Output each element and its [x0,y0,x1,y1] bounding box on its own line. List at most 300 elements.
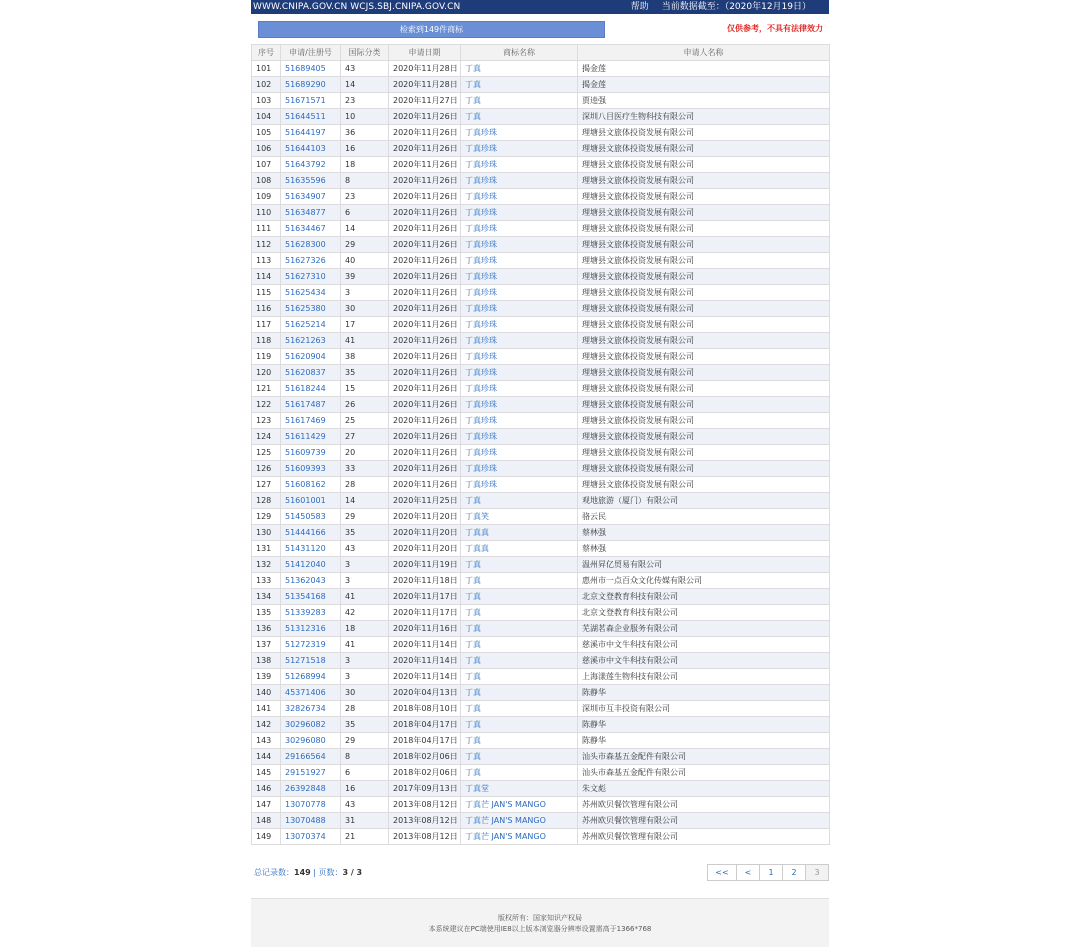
reg-no-link[interactable]: 51271518 [285,656,326,665]
cell-trademark [461,573,578,589]
cell-applicant: 观地旅游（厦门）有限公司 [578,493,830,509]
cell-trademark [461,461,578,477]
cell-index: 137 [252,637,281,653]
table-row [252,93,830,109]
reg-no-link[interactable]: 51412040 [285,560,326,569]
cell-trademark [461,205,578,221]
cell-applicant: 深圳市互丰投资有限公司 [578,701,830,717]
reg-no-link[interactable]: 51621263 [285,336,326,345]
trademark-link[interactable]: 丁真 [465,704,481,713]
cell-applicant: 理塘县文旅体投资发展有限公司 [578,205,830,221]
reg-no-link[interactable]: 51628300 [285,240,326,249]
cell-class: 6 [341,205,389,221]
cell-trademark [461,397,578,413]
cell-trademark [461,509,578,525]
cell-index: 104 [252,109,281,125]
cell-date: 2020年11月26日 [389,221,461,237]
cell-date: 2020年11月28日 [389,77,461,93]
reg-no-link[interactable]: 51634907 [285,192,326,201]
cell-index: 119 [252,349,281,365]
cell-applicant: 北京文登教育科技有限公司 [578,605,830,621]
cell-reg-no [281,109,341,125]
cell-trademark [461,477,578,493]
cell-index: 123 [252,413,281,429]
table-row [252,397,830,413]
cell-reg-no [281,829,341,845]
cell-class: 35 [341,717,389,733]
reg-no-link[interactable]: 51272319 [285,640,326,649]
cell-trademark [461,605,578,621]
cell-trademark [461,253,578,269]
cell-class: 20 [341,445,389,461]
cell-applicant: 蔡林强 [578,541,830,557]
cell-index: 141 [252,701,281,717]
cell-class: 38 [341,349,389,365]
cell-reg-no [281,653,341,669]
page-1-button[interactable]: 1 [759,864,783,881]
cell-reg-no [281,173,341,189]
reg-no-link[interactable]: 32826734 [285,704,326,713]
cell-applicant: 理塘县文旅体投资发展有限公司 [578,237,830,253]
cell-date: 2018年02月06日 [389,749,461,765]
cell-trademark [461,493,578,509]
table-row [252,701,830,717]
cell-index: 126 [252,461,281,477]
cell-applicant: 温州昇亿贸易有限公司 [578,557,830,573]
browser-recommendation: 本系统建议在PC端使用IE8以上版本浏览器分辨率设置需高于1366*768 [428,925,652,933]
reg-no-link[interactable]: 51634877 [285,208,326,217]
cell-class: 40 [341,253,389,269]
cell-trademark [461,333,578,349]
trademark-link[interactable]: 丁真珍珠 [465,304,497,313]
trademark-link[interactable]: 丁真 [465,688,481,697]
cell-index: 146 [252,781,281,797]
reg-no-link[interactable]: 51339283 [285,608,326,617]
reg-no-link[interactable]: 51627326 [285,256,326,265]
trademark-link[interactable]: 丁真堂 [465,784,489,793]
cell-trademark [461,637,578,653]
trademark-link[interactable]: 丁真珍珠 [465,224,497,233]
trademark-table [251,44,830,845]
trademark-link[interactable]: 丁真珍珠 [465,352,497,361]
reg-no-link[interactable]: 51644511 [285,112,326,121]
trademark-link[interactable]: 丁真珍珠 [465,256,497,265]
table-row [252,285,830,301]
cell-date: 2020年11月26日 [389,285,461,301]
trademark-link[interactable]: 丁真珍珠 [465,128,497,137]
disclaimer-text: 仅供参考，不具有法律效力 [727,24,823,33]
reg-no-link[interactable]: 51601001 [285,496,326,505]
cell-class: 14 [341,221,389,237]
reg-no-link[interactable]: 51620904 [285,352,326,361]
cell-reg-no [281,301,341,317]
reg-no-link[interactable]: 51627310 [285,272,326,281]
cell-applicant: 北京文登教育科技有限公司 [578,589,830,605]
trademark-link[interactable]: 丁真 [465,96,481,105]
trademark-link[interactable]: 丁真笑 [465,512,489,521]
cell-applicant: 理塘县文旅体投资发展有限公司 [578,125,830,141]
cell-class: 43 [341,541,389,557]
trademark-link[interactable]: 丁真 [465,560,481,569]
cell-date: 2020年11月26日 [389,349,461,365]
cell-applicant: 骆云民 [578,509,830,525]
cell-reg-no [281,253,341,269]
cell-reg-no [281,189,341,205]
cell-trademark [461,141,578,157]
trademark-link[interactable]: 丁真珍珠 [465,368,497,377]
page-3-current: 3 [805,864,829,881]
table-row [252,765,830,781]
cell-applicant: 理塘县文旅体投资发展有限公司 [578,301,830,317]
cell-reg-no [281,349,341,365]
cell-applicant: 汕头市森基五金配件有限公司 [578,749,830,765]
cell-date: 2020年11月26日 [389,365,461,381]
reg-no-link[interactable]: 13070374 [285,832,326,841]
trademark-link[interactable]: 丁真珍珠 [465,240,497,249]
cell-trademark [461,77,578,93]
cell-index: 114 [252,269,281,285]
reg-no-link[interactable]: 51643792 [285,160,326,169]
cell-index: 106 [252,141,281,157]
table-row [252,557,830,573]
cell-index: 131 [252,541,281,557]
site-domains: WWW.CNIPA.GOV.CN WCJS.SBJ.CNIPA.GOV.CN [253,2,461,12]
cell-class: 8 [341,173,389,189]
cell-date: 2020年11月26日 [389,253,461,269]
cell-date: 2020年11月26日 [389,445,461,461]
first-page-button[interactable]: << [707,864,737,881]
cell-date: 2020年11月26日 [389,157,461,173]
cell-index: 102 [252,77,281,93]
trademark-link[interactable]: 丁真 [465,752,481,761]
trademark-link[interactable]: 丁真真 [465,544,489,553]
cell-date: 2020年11月26日 [389,109,461,125]
reg-no-link[interactable]: 29166564 [285,752,326,761]
trademark-link[interactable]: 丁真珍珠 [465,480,497,489]
cell-reg-no [281,333,341,349]
cell-trademark [461,669,578,685]
cell-class: 28 [341,701,389,717]
cell-class: 29 [341,733,389,749]
reg-no-link[interactable]: 13070778 [285,800,326,809]
cell-class: 25 [341,413,389,429]
total-label: 总记录数： [254,868,294,877]
trademark-link[interactable]: 丁真珍珠 [465,176,497,185]
cell-class: 43 [341,61,389,77]
cell-date: 2018年02月06日 [389,765,461,781]
reg-no-link[interactable]: 51625214 [285,320,326,329]
cell-date: 2020年11月17日 [389,589,461,605]
cell-class: 17 [341,317,389,333]
trademark-link[interactable]: 丁真 [465,576,481,585]
table-row [252,205,830,221]
table-row [252,253,830,269]
reg-no-link[interactable]: 51689405 [285,64,326,73]
table-row [252,221,830,237]
trademark-link[interactable]: 丁真珍珠 [465,384,497,393]
cell-class: 14 [341,77,389,93]
trademark-link[interactable]: 丁真 [465,80,481,89]
cell-index: 116 [252,301,281,317]
cell-reg-no [281,237,341,253]
reg-no-link[interactable]: 51644197 [285,128,326,137]
cell-class: 36 [341,125,389,141]
cell-class: 15 [341,381,389,397]
cell-date: 2018年08月10日 [389,701,461,717]
cell-applicant: 理塘县文旅体投资发展有限公司 [578,413,830,429]
cell-reg-no [281,717,341,733]
cell-index: 113 [252,253,281,269]
trademark-link[interactable]: 丁真珍珠 [465,336,497,345]
trademark-link[interactable]: 丁真 [465,112,481,121]
cell-index: 109 [252,189,281,205]
trademark-link[interactable]: 丁真 [465,592,481,601]
cell-applicant: 理塘县文旅体投资发展有限公司 [578,189,830,205]
table-row [252,381,830,397]
trademark-link[interactable]: 丁真 [465,64,481,73]
trademark-link[interactable]: 丁真芒 JAN'S MANGO [465,816,546,825]
search-result-button[interactable]: 检索到149件商标 [258,21,605,38]
cell-reg-no [281,509,341,525]
cell-date: 2020年11月26日 [389,125,461,141]
cell-class: 41 [341,589,389,605]
reg-no-link[interactable]: 51608162 [285,480,326,489]
cell-class: 35 [341,525,389,541]
cell-date: 2020年11月14日 [389,669,461,685]
cell-applicant: 贾逵强 [578,93,830,109]
table-row [252,685,830,701]
table-row [252,141,830,157]
cell-trademark [461,285,578,301]
cell-applicant: 理塘县文旅体投资发展有限公司 [578,333,830,349]
table-row [252,541,830,557]
header-reg-no: 申请/注册号 [281,45,341,61]
trademark-link[interactable]: 丁真 [465,768,481,777]
cell-trademark [461,717,578,733]
reg-no-link[interactable]: 51312316 [285,624,326,633]
top-bar [251,0,829,14]
cell-trademark [461,93,578,109]
table-row [252,493,830,509]
table-row [252,429,830,445]
cell-date: 2020年11月26日 [389,237,461,253]
header-class: 国际分类 [341,45,389,61]
reg-no-link[interactable]: 51644103 [285,144,326,153]
cell-date: 2020年11月26日 [389,189,461,205]
cell-trademark [461,829,578,845]
trademark-link[interactable]: 丁真芒 JAN'S MANGO [465,800,546,809]
cell-date: 2013年08月12日 [389,829,461,845]
cell-class: 6 [341,765,389,781]
trademark-link[interactable]: 丁真芒 JAN'S MANGO [465,832,546,841]
cell-date: 2020年11月26日 [389,317,461,333]
cell-reg-no [281,381,341,397]
cell-reg-no [281,733,341,749]
cell-trademark [461,269,578,285]
cell-date: 2020年11月26日 [389,205,461,221]
reg-no-link[interactable]: 13070488 [285,816,326,825]
cell-index: 140 [252,685,281,701]
trademark-link[interactable]: 丁真珍珠 [465,464,497,473]
reg-no-link[interactable]: 51431120 [285,544,326,553]
page-2-button[interactable]: 2 [782,864,806,881]
trademark-link[interactable]: 丁真珍珠 [465,288,497,297]
table-row [252,717,830,733]
cell-index: 118 [252,333,281,349]
table-row [252,333,830,349]
trademark-link[interactable]: 丁真珍珠 [465,192,497,201]
trademark-link[interactable]: 丁真珍珠 [465,400,497,409]
cell-date: 2020年11月26日 [389,461,461,477]
cell-class: 29 [341,509,389,525]
reg-no-link[interactable]: 51689290 [285,80,326,89]
trademark-link[interactable]: 丁真珍珠 [465,416,497,425]
cell-reg-no [281,573,341,589]
cell-date: 2018年04月17日 [389,733,461,749]
cell-date: 2020年11月28日 [389,61,461,77]
reg-no-link[interactable]: 51634467 [285,224,326,233]
cell-applicant: 陈静华 [578,685,830,701]
cell-date: 2020年11月26日 [389,381,461,397]
cell-reg-no [281,317,341,333]
reg-no-link[interactable]: 45371406 [285,688,326,697]
cell-reg-no [281,701,341,717]
trademark-link[interactable]: 丁真 [465,608,481,617]
reg-no-link[interactable]: 51362043 [285,576,326,585]
reg-no-link[interactable]: 26392848 [285,784,326,793]
cell-date: 2020年11月14日 [389,653,461,669]
trademark-link[interactable]: 丁真珍珠 [465,144,497,153]
cell-reg-no [281,445,341,461]
trademark-link[interactable]: 丁真珍珠 [465,160,497,169]
cell-trademark [461,653,578,669]
cell-applicant: 朱文彪 [578,781,830,797]
table-header-row [252,45,830,61]
cell-index: 128 [252,493,281,509]
help-link[interactable]: 帮助 [630,2,649,12]
cell-class: 18 [341,621,389,637]
reg-no-link[interactable]: 51617487 [285,400,326,409]
reg-no-link[interactable]: 51450583 [285,512,326,521]
trademark-link[interactable]: 丁真珍珠 [465,208,497,217]
cell-index: 132 [252,557,281,573]
reg-no-link[interactable]: 51617469 [285,416,326,425]
cell-applicant: 陈静华 [578,733,830,749]
cell-date: 2020年11月14日 [389,637,461,653]
table-row [252,621,830,637]
trademark-link[interactable]: 丁真 [465,720,481,729]
table-row [252,781,830,797]
trademark-link[interactable]: 丁真 [465,624,481,633]
cell-trademark [461,621,578,637]
reg-no-link[interactable]: 51625380 [285,304,326,313]
trademark-link[interactable]: 丁真 [465,640,481,649]
cell-index: 122 [252,397,281,413]
trademark-link[interactable]: 丁真 [465,496,481,505]
cell-class: 10 [341,109,389,125]
reg-no-link[interactable]: 30296080 [285,736,326,745]
cell-reg-no [281,525,341,541]
cell-class: 23 [341,189,389,205]
table-row [252,125,830,141]
reg-no-link[interactable]: 51620837 [285,368,326,377]
table-row [252,461,830,477]
prev-page-button[interactable]: < [736,864,760,881]
cell-applicant: 理塘县文旅体投资发展有限公司 [578,429,830,445]
trademark-link[interactable]: 丁真珍珠 [465,320,497,329]
reg-no-link[interactable]: 30296082 [285,720,326,729]
cell-applicant: 理塘县文旅体投资发展有限公司 [578,157,830,173]
reg-no-link[interactable]: 51635596 [285,176,326,185]
reg-no-link[interactable]: 51444166 [285,528,326,537]
reg-no-link[interactable]: 51609739 [285,448,326,457]
cell-trademark [461,525,578,541]
cell-index: 149 [252,829,281,845]
cell-class: 8 [341,749,389,765]
cell-applicant: 慈溪市中文牛科技有限公司 [578,653,830,669]
cell-date: 2020年11月26日 [389,301,461,317]
reg-no-link[interactable]: 51671571 [285,96,326,105]
table-row [252,733,830,749]
reg-no-link[interactable]: 51618244 [285,384,326,393]
trademark-link[interactable]: 丁真珍珠 [465,272,497,281]
reg-no-link[interactable]: 51354168 [285,592,326,601]
trademark-link[interactable]: 丁真 [465,736,481,745]
trademark-link[interactable]: 丁真 [465,672,481,681]
cell-index: 111 [252,221,281,237]
trademark-link[interactable]: 丁真 [465,656,481,665]
cell-date: 2020年11月25日 [389,493,461,509]
cell-class: 3 [341,573,389,589]
page-count: 3 / 3 [342,868,363,877]
reg-no-link[interactable]: 51625434 [285,288,326,297]
reg-no-link[interactable]: 51268994 [285,672,326,681]
pagination [708,864,829,880]
cell-index: 136 [252,621,281,637]
cell-date: 2020年11月20日 [389,525,461,541]
table-row [252,573,830,589]
cell-trademark [461,125,578,141]
cell-trademark [461,109,578,125]
cell-applicant: 苏州欧贝餐饮管理有限公司 [578,813,830,829]
cell-class: 16 [341,781,389,797]
table-row [252,445,830,461]
trademark-link[interactable]: 丁真珍珠 [465,448,497,457]
trademark-link[interactable]: 丁真珍珠 [465,432,497,441]
cell-index: 120 [252,365,281,381]
cell-applicant: 上海漾莲生物科技有限公司 [578,669,830,685]
pages-label: 页数： [318,868,343,877]
cell-class: 41 [341,637,389,653]
header-applicant: 申请人名称 [578,45,830,61]
cell-index: 147 [252,797,281,813]
table-row [252,653,830,669]
trademark-link[interactable]: 丁真真 [465,528,489,537]
cell-reg-no [281,781,341,797]
reg-no-link[interactable]: 51611429 [285,432,326,441]
table-row [252,509,830,525]
cell-date: 2013年08月12日 [389,797,461,813]
cell-index: 142 [252,717,281,733]
cell-trademark [461,749,578,765]
cell-applicant: 理塘县文旅体投资发展有限公司 [578,477,830,493]
reg-no-link[interactable]: 29151927 [285,768,326,777]
cell-class: 14 [341,493,389,509]
cell-reg-no [281,765,341,781]
cell-applicant: 理塘县文旅体投资发展有限公司 [578,365,830,381]
reg-no-link[interactable]: 51609393 [285,464,326,473]
table-row [252,525,830,541]
